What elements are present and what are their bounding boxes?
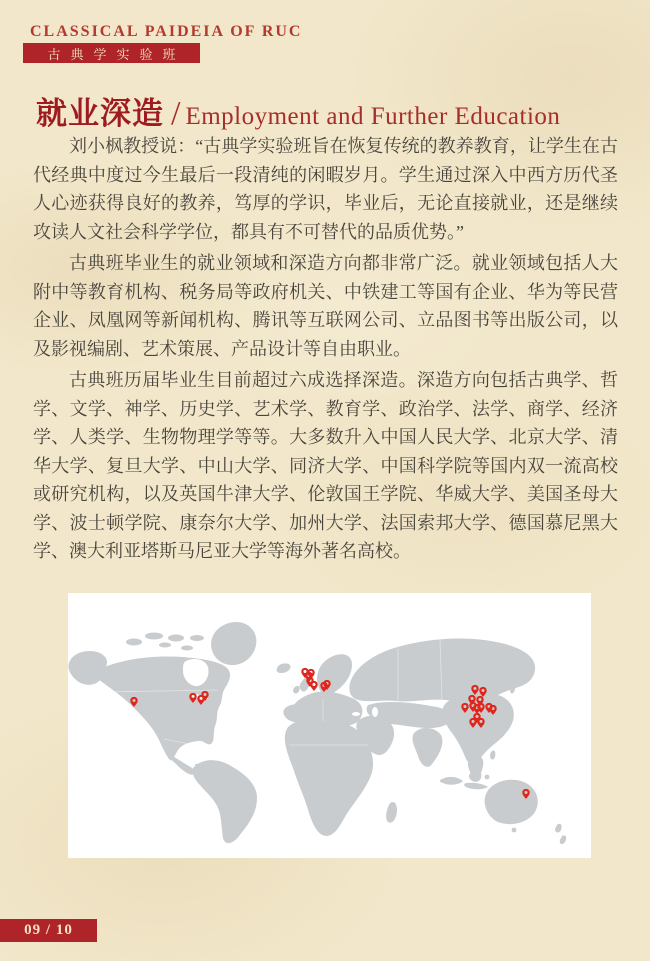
map-pin-uk	[310, 681, 317, 691]
paragraph-employment: 古典班毕业生的就业领域和深造方向都非常广泛。就业领域包括人大附中等教育机构、税务局等政府机关、中铁建工等国有企业、华为等民营企业、凤凰网等新闻机构、腾讯等互联网公司、立品图书等出版公司，以及影视编剧、艺术策展、产品设计等自由职业。	[33, 253, 618, 359]
program-banner-label: 古典学实验班	[47, 46, 186, 62]
page-title-zh: 就业深造	[36, 96, 164, 131]
page-title-en: Employment and Further Education	[185, 103, 561, 130]
world-map-continents	[68, 622, 566, 844]
article-body	[33, 132, 618, 569]
paragraph-further-education: 古典班历届毕业生目前超过六成选择深造。深造方向包括古典学、哲学、文学、神学、历史学、艺术学、教育学、政治学、法学、商学、经济学、人类学、生物物理学等等。大多数升入中国人民大学、北京大学、清华大学、复旦大学、中山大学、同济大学、中国科学院等国内双一流高校或研究机构，以及英国牛津大学、伦敦国王学院、华威大学、美国圣母大学、波士顿学院、康奈尔大学、加州大学、法国索邦大学、德国慕尼黑大学、澳大利亚塔斯马尼亚大学等海外著名高校。	[33, 370, 618, 561]
program-banner	[23, 43, 200, 63]
title-slash: /	[171, 95, 181, 132]
world-map-svg	[68, 593, 591, 858]
world-map	[68, 593, 591, 858]
page-title	[36, 88, 560, 133]
header-kicker: CLASSICAL PAIDEIA OF RUC	[30, 23, 303, 40]
page-number-label: 09 / 10	[24, 922, 73, 938]
paragraph-quote: 刘小枫教授说：“古典学实验班旨在恢复传统的教养教育，让学生在古代经典中度过今生最后一段清纯的闲暇岁月。学生通过深入中西方历代圣人心迹获得良好的教养，笃厚的学识，毕业后，无论直接就业，还是继续攻读人文社会科学学位，都具有不可替代的品质优势。”	[33, 136, 618, 242]
page-number-badge	[0, 919, 97, 942]
